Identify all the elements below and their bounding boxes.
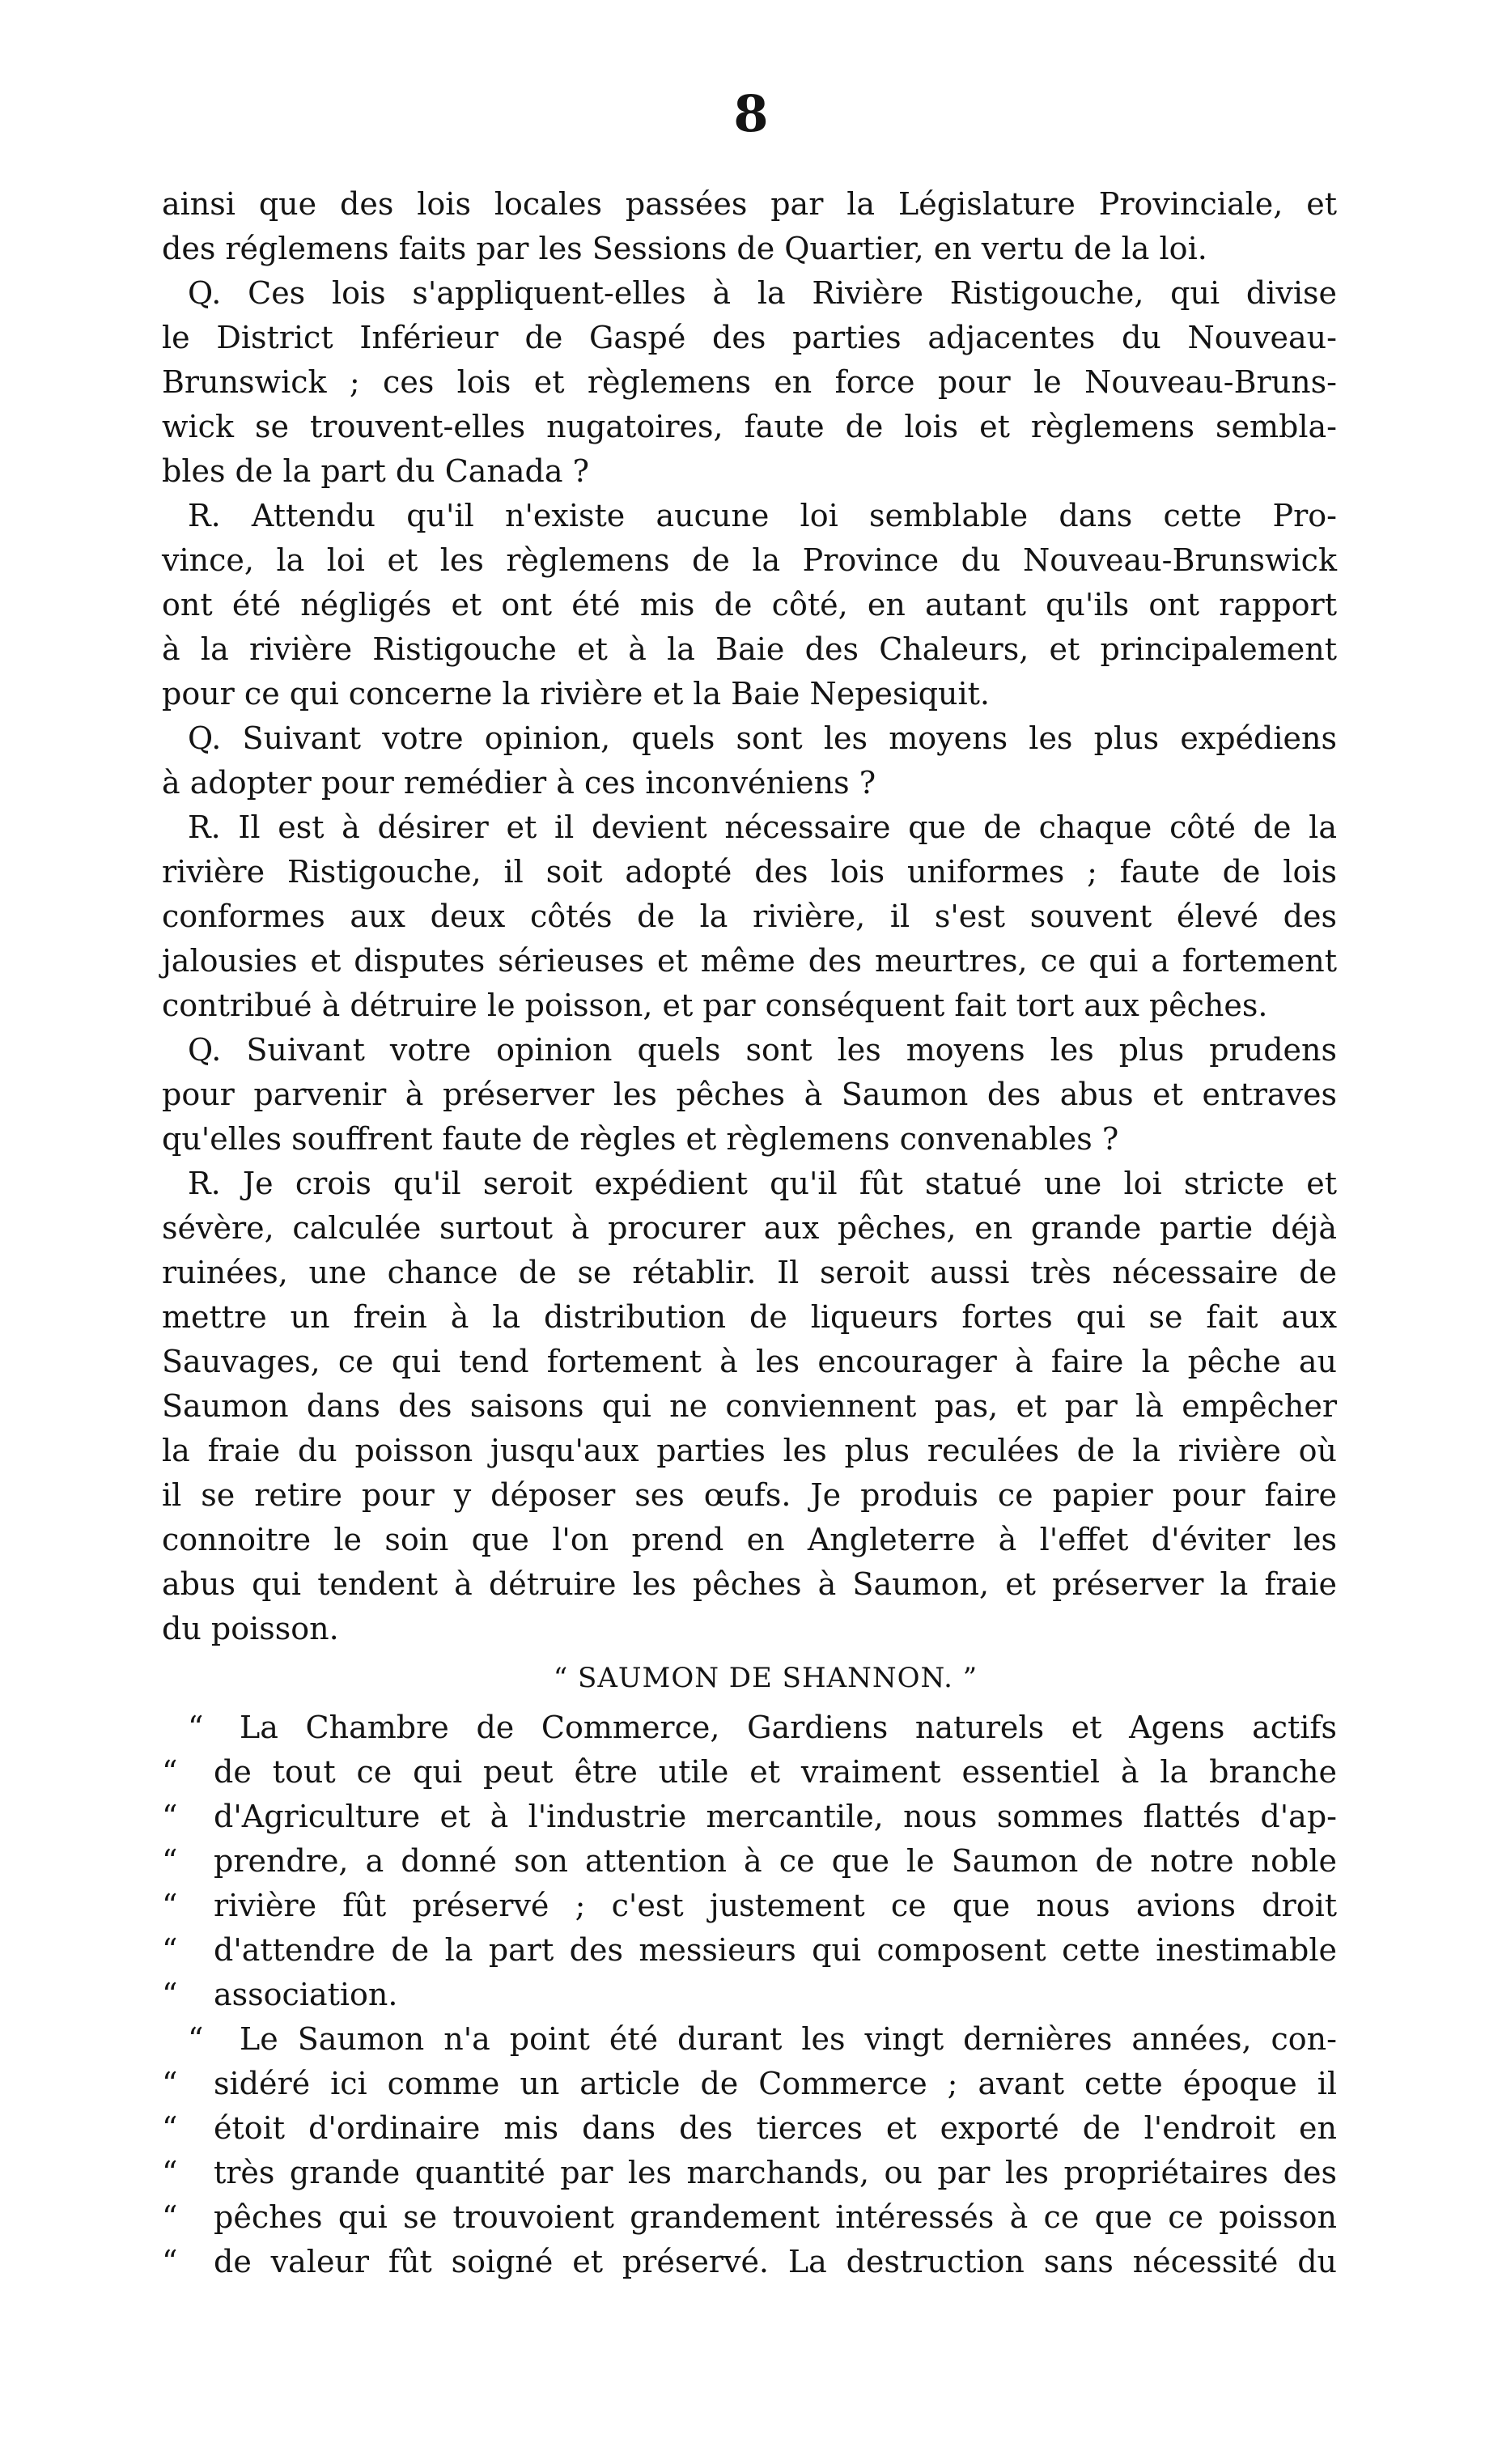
paragraph: [162, 182, 1337, 271]
text-line: conformes aux deux côtés de la rivière, il s'est souvent élevé des: [162, 899, 1337, 934]
text-line: de tout ce qui peut être utile et vraiment essentiel à la branche: [214, 1754, 1337, 1790]
quote-mark: “: [162, 2066, 178, 2101]
text-line: à adopter pour remédier à ces inconvéniens ?: [162, 765, 876, 801]
paragraph: [162, 716, 1337, 805]
paragraph: [162, 1162, 1337, 1651]
text-line: d'Agriculture et à l'industrie mercantile, nous sommes flattés d'ap-: [214, 1799, 1337, 1834]
quote-mark: “: [162, 1977, 178, 2012]
text-line: pour ce qui concerne la rivière et la Baie Nepesiquit.: [162, 676, 990, 712]
section-heading: “ SAUMON DE SHANNON. ”: [553, 1662, 978, 1694]
text-line: ruinées, une chance de se rétablir. Il seroit aussi très nécessaire de: [162, 1255, 1337, 1290]
quote-mark: “: [162, 2199, 178, 2235]
text-line: il se retire pour y déposer ses œufs. Je produis ce papier pour faire: [162, 1477, 1337, 1513]
text-line: association.: [214, 1977, 398, 2012]
text-line: prendre, a donné son attention à ce que le Saumon de notre noble: [214, 1843, 1337, 1879]
text-line: Brunswick ; ces lois et règlemens en force pour le Nouveau-Bruns-: [162, 364, 1337, 400]
text-line: mettre un frein à la distribution de liqueurs fortes qui se fait aux: [162, 1299, 1337, 1335]
text-line: Saumon dans des saisons qui ne conviennent pas, et par là empêcher: [162, 1388, 1337, 1424]
text-line: Q. Suivant votre opinion quels sont les moyens les plus prudens: [188, 1032, 1337, 1068]
quoted-paragraph: [162, 1706, 1337, 2017]
text-line: abus qui tendent à détruire les pêches à Saumon, et préserver la fraie: [162, 1566, 1337, 1602]
quote-mark: “: [162, 1843, 178, 1879]
paragraph: [162, 805, 1337, 1028]
quoted-paragraph: [162, 2017, 1337, 2284]
paragraph: [162, 271, 1337, 494]
quote-mark: “: [162, 1754, 178, 1790]
text-line: wick se trouvent-elles nugatoires, faute de lois et règlemens sembla-: [162, 409, 1337, 444]
text-line: des réglemens faits par les Sessions de Quartier, en vertu de la loi.: [162, 231, 1207, 266]
quote-mark: “: [162, 2155, 178, 2190]
text-line: d'attendre de la part des messieurs qui composent cette inestimable: [214, 1932, 1337, 1968]
text-line: de valeur fût soigné et préservé. La destruction sans nécessité du: [214, 2244, 1337, 2279]
text-line: pour parvenir à préserver les pêches à Saumon des abus et entraves: [162, 1077, 1337, 1112]
text-line: La Chambre de Commerce, Gardiens naturels et Agens actifs: [240, 1710, 1337, 1745]
text-line: bles de la part du Canada ?: [162, 453, 589, 489]
text-line: jalousies et disputes sérieuses et même des meurtres, ce qui a fortement: [162, 943, 1337, 979]
text-line: R. Je crois qu'il seroit expédient qu'il fût statué une loi stricte et: [188, 1166, 1337, 1201]
quote-mark: “: [162, 2244, 178, 2279]
paragraph: [162, 494, 1337, 716]
text-line: étoit d'ordinaire mis dans des tierces et exporté de l'endroit en: [214, 2110, 1337, 2146]
text-line: du poisson.: [162, 1611, 339, 1646]
paragraph: [162, 1028, 1337, 1162]
text-line: qu'elles souffrent faute de règles et règlemens convenables ?: [162, 1121, 1119, 1157]
text-line: Le Saumon n'a point été durant les vingt dernières années, con-: [240, 2021, 1337, 2057]
text-line: sévère, calculée surtout à procurer aux pêches, en grande partie déjà: [162, 1210, 1337, 1246]
text-line: pêches qui se trouvoient grandement intéressés à ce que ce poisson: [214, 2199, 1337, 2235]
text-line: vince, la loi et les règlemens de la Province du Nouveau-Brunswick: [162, 542, 1337, 578]
text-line: la fraie du poisson jusqu'aux parties les plus reculées de la rivière où: [162, 1433, 1337, 1468]
text-line: sidéré ici comme un article de Commerce ; avant cette époque il: [214, 2066, 1337, 2101]
quote-mark: “: [188, 1710, 204, 1745]
text-line: R. Il est à désirer et il devient nécessaire que de chaque côté de la: [188, 809, 1337, 845]
text-line: ont été négligés et ont été mis de côté, en autant qu'ils ont rapport: [162, 587, 1337, 622]
text-line: Q. Ces lois s'appliquent-elles à la Rivière Ristigouche, qui divise: [188, 275, 1337, 311]
text-line: le District Inférieur de Gaspé des parties adjacentes du Nouveau-: [162, 320, 1337, 355]
text-line: à la rivière Ristigouche et à la Baie des Chaleurs, et principalement: [162, 631, 1337, 667]
text-line: contribué à détruire le poisson, et par conséquent fait tort aux pêches.: [162, 988, 1268, 1023]
text-line: R. Attendu qu'il n'existe aucune loi semblable dans cette Pro-: [188, 498, 1337, 533]
text-line: rivière Ristigouche, il soit adopté des lois uniformes ; faute de lois: [162, 854, 1337, 890]
text-line: Sauvages, ce qui tend fortement à les encourager à faire la pêche au: [162, 1344, 1337, 1379]
text-line: connoitre le soin que l'on prend en Angleterre à l'effet d'éviter les: [162, 1522, 1337, 1557]
quote-mark: “: [162, 1799, 178, 1834]
quote-mark: “: [162, 2110, 178, 2146]
text-line: ainsi que des lois locales passées par la Législature Provinciale, et: [162, 186, 1337, 222]
text-line: rivière fût préservé ; c'est justement ce que nous avions droit: [214, 1888, 1337, 1923]
text-column: [162, 182, 1337, 2284]
quote-mark: “: [188, 2021, 204, 2057]
quote-mark: “: [162, 1932, 178, 1968]
quote-mark: “: [162, 1888, 178, 1923]
page-number: 8: [733, 84, 769, 143]
text-line: Q. Suivant votre opinion, quels sont les moyens les plus expédiens: [188, 720, 1337, 756]
text-line: très grande quantité par les marchands, ou par les propriétaires des: [214, 2155, 1337, 2190]
